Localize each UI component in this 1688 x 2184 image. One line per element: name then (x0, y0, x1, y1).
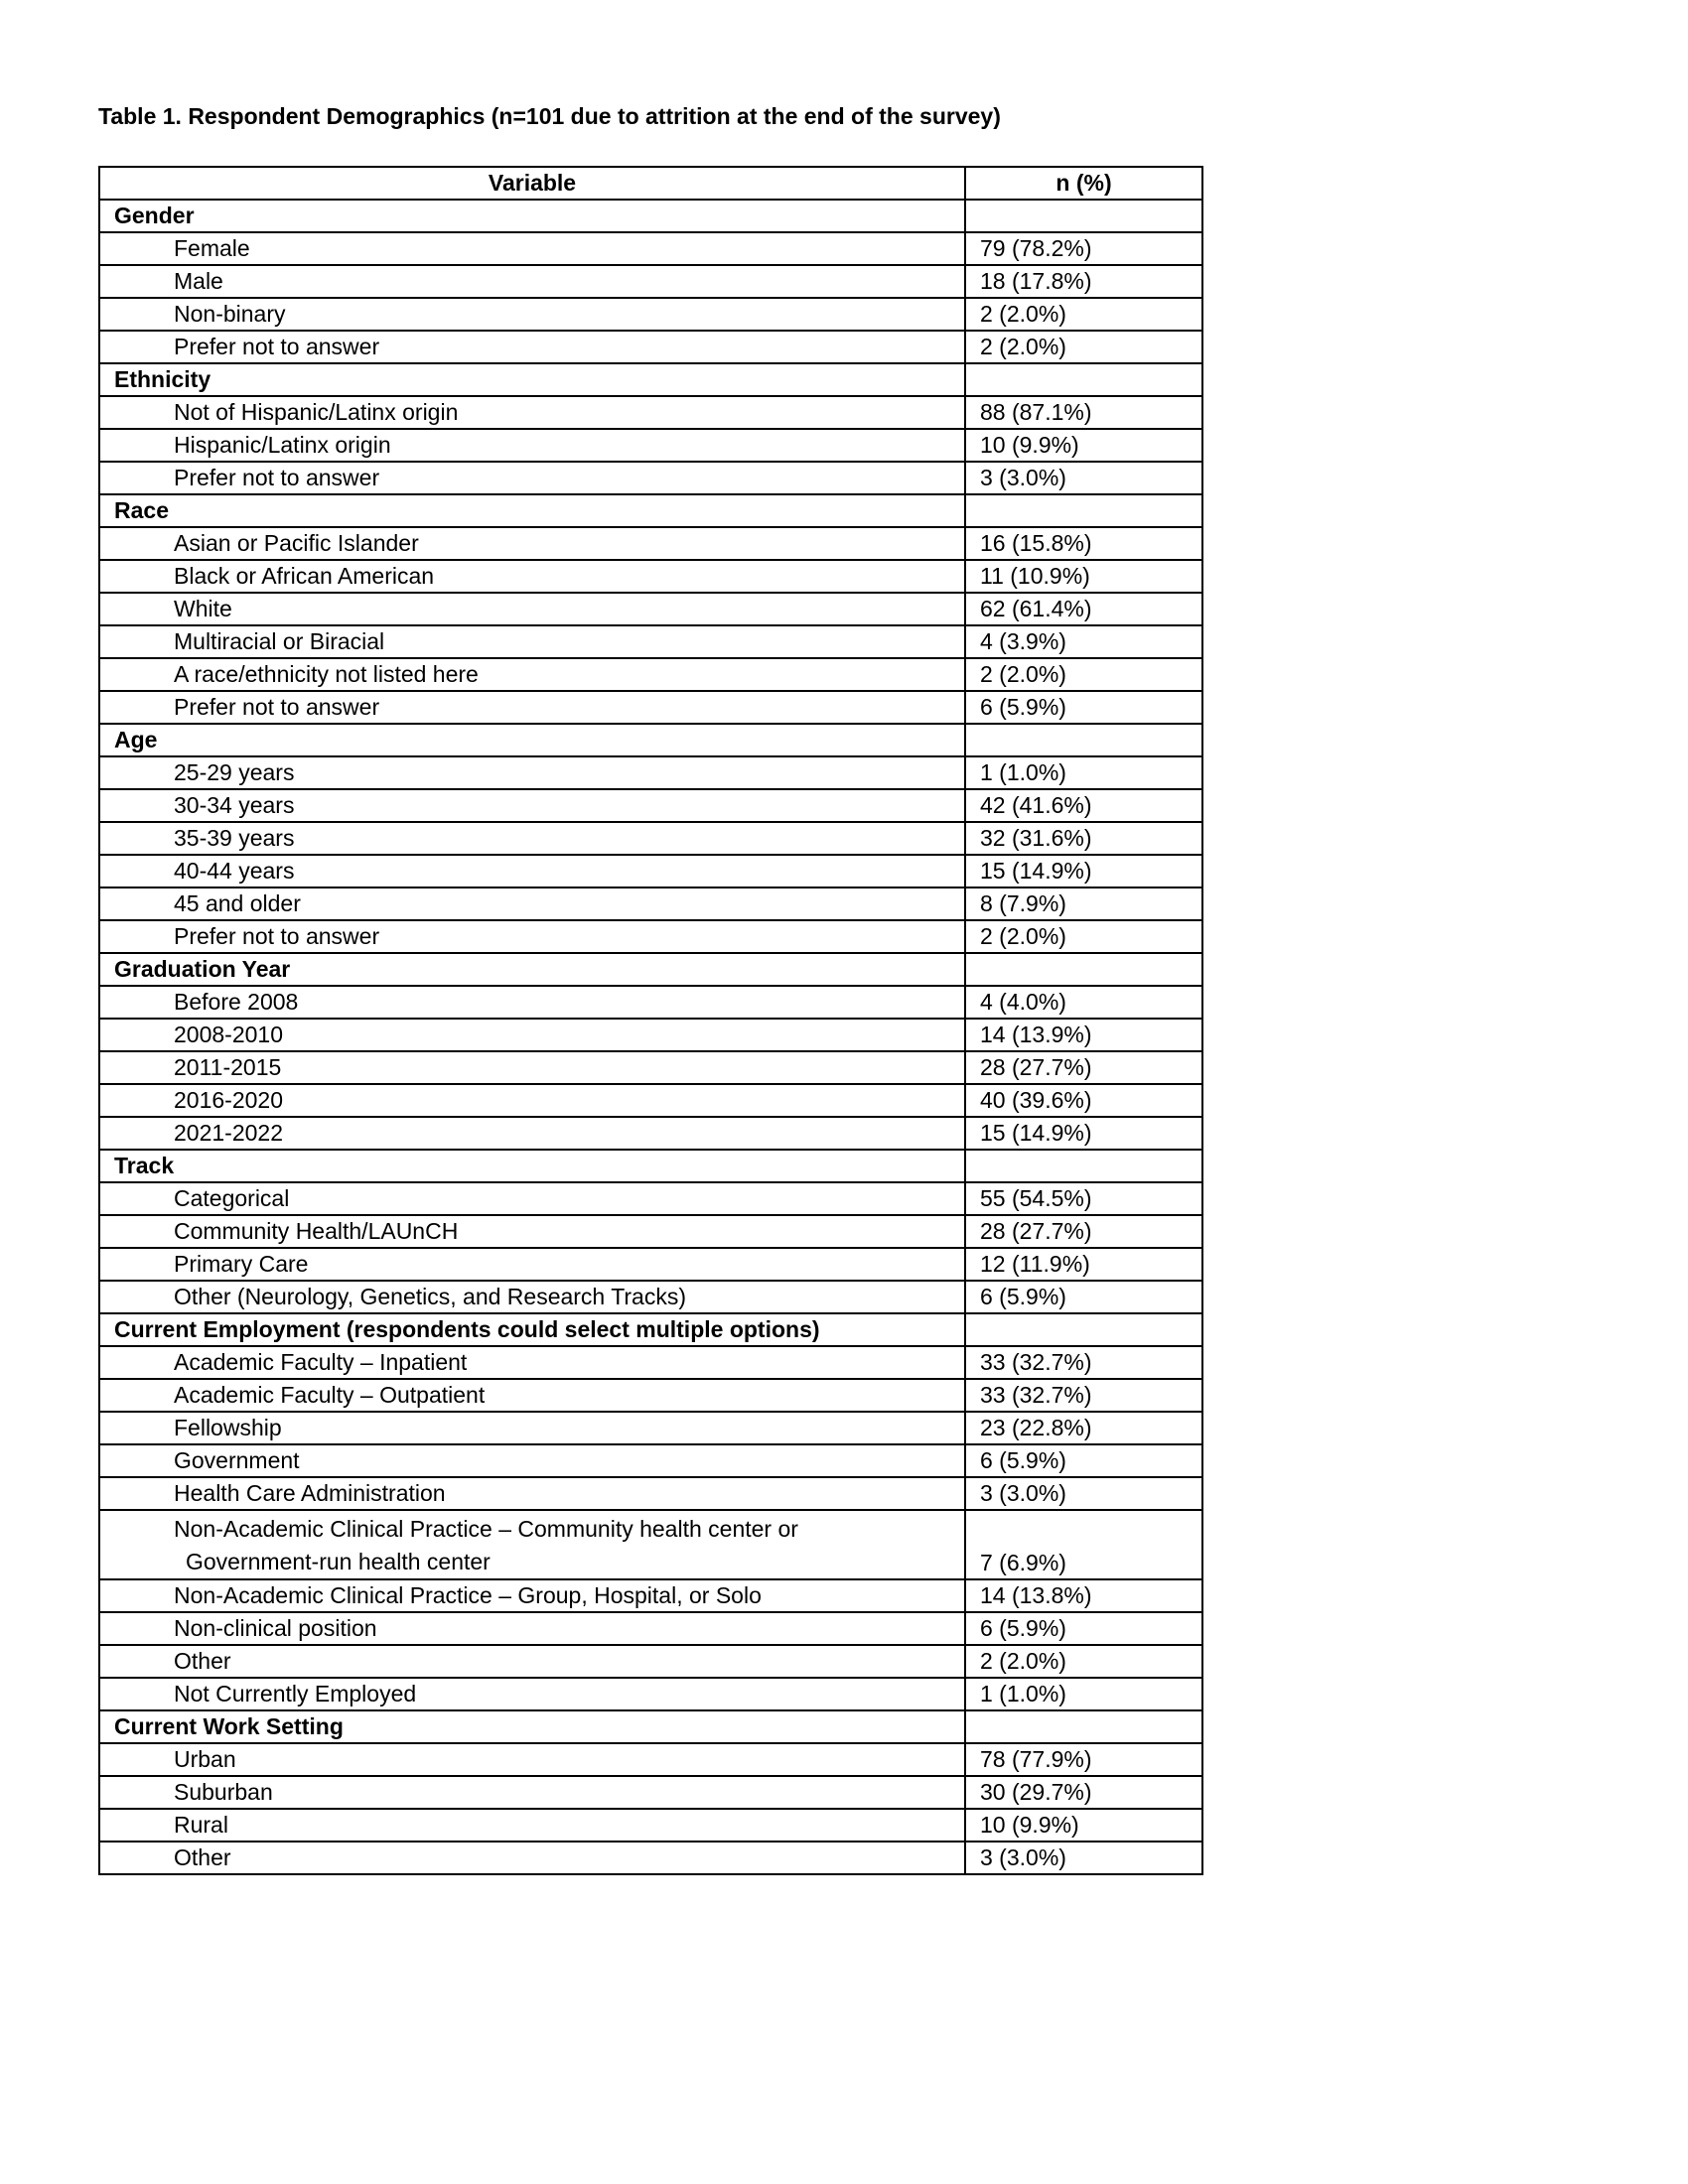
section-row (99, 494, 1202, 527)
row-label: Male (99, 265, 965, 298)
row-label: 40-44 years (99, 855, 965, 887)
row-value: 2 (2.0%) (965, 1645, 1202, 1678)
row-label: Fellowship (99, 1412, 965, 1444)
row-value: 1 (1.0%) (965, 756, 1202, 789)
row-value: 1 (1.0%) (965, 1678, 1202, 1710)
row-value: 2 (2.0%) (965, 298, 1202, 331)
row-value: 23 (22.8%) (965, 1412, 1202, 1444)
row-label-line-1: Non-Academic Clinical Practice – Community health center or (174, 1516, 798, 1542)
table-row (99, 920, 1202, 953)
row-value: 55 (54.5%) (965, 1182, 1202, 1215)
row-label-line-2: Government-run health center (186, 1549, 491, 1574)
section-value-empty (965, 1313, 1202, 1346)
table-row (99, 1412, 1202, 1444)
section-label: Gender (99, 200, 965, 232)
table-row (99, 1579, 1202, 1612)
table-row (99, 1379, 1202, 1412)
section-value-empty (965, 724, 1202, 756)
row-label: 2011-2015 (99, 1051, 965, 1084)
row-label: Prefer not to answer (99, 462, 965, 494)
row-value: 18 (17.8%) (965, 265, 1202, 298)
row-value: 6 (5.9%) (965, 691, 1202, 724)
row-label: Other (Neurology, Genetics, and Research Tracks) (99, 1281, 965, 1313)
section-row (99, 1150, 1202, 1182)
row-label: 25-29 years (99, 756, 965, 789)
row-value: 3 (3.0%) (965, 1477, 1202, 1510)
row-value: 30 (29.7%) (965, 1776, 1202, 1809)
table-row (99, 527, 1202, 560)
row-label: Health Care Administration (99, 1477, 965, 1510)
row-value: 7 (6.9%) (965, 1510, 1202, 1579)
row-value: 62 (61.4%) (965, 593, 1202, 625)
row-label: Not of Hispanic/Latinx origin (99, 396, 965, 429)
table-row (99, 331, 1202, 363)
row-value: 88 (87.1%) (965, 396, 1202, 429)
section-label: Graduation Year (99, 953, 965, 986)
row-label: Before 2008 (99, 986, 965, 1019)
table-row (99, 396, 1202, 429)
row-label: Prefer not to answer (99, 691, 965, 724)
row-value: 14 (13.8%) (965, 1579, 1202, 1612)
table-header-row (99, 167, 1202, 200)
row-label: Multiracial or Biracial (99, 625, 965, 658)
section-row (99, 953, 1202, 986)
section-value-empty (965, 1150, 1202, 1182)
row-label: Rural (99, 1809, 965, 1842)
row-label: 45 and older (99, 887, 965, 920)
table-row (99, 429, 1202, 462)
row-label: Hispanic/Latinx origin (99, 429, 965, 462)
section-row (99, 1710, 1202, 1743)
row-value: 4 (3.9%) (965, 625, 1202, 658)
row-label: Community Health/LAUnCH (99, 1215, 965, 1248)
table-body (99, 200, 1202, 1874)
table-row (99, 625, 1202, 658)
table-row (99, 1510, 1202, 1579)
table-row (99, 1215, 1202, 1248)
row-label: Non-clinical position (99, 1612, 965, 1645)
table-row (99, 1019, 1202, 1051)
row-label (99, 1510, 965, 1579)
table-title: Table 1. Respondent Demographics (n=101 due to attrition at the end of the survey) (98, 103, 1001, 129)
table-row (99, 855, 1202, 887)
row-value: 6 (5.9%) (965, 1444, 1202, 1477)
table-row (99, 1051, 1202, 1084)
row-label: Urban (99, 1743, 965, 1776)
row-value: 42 (41.6%) (965, 789, 1202, 822)
row-value: 78 (77.9%) (965, 1743, 1202, 1776)
row-value: 28 (27.7%) (965, 1215, 1202, 1248)
row-label: Government (99, 1444, 965, 1477)
row-value: 6 (5.9%) (965, 1612, 1202, 1645)
table-row (99, 1776, 1202, 1809)
row-label: Categorical (99, 1182, 965, 1215)
row-label: Academic Faculty – Outpatient (99, 1379, 965, 1412)
row-value: 2 (2.0%) (965, 331, 1202, 363)
table-row (99, 887, 1202, 920)
row-value: 4 (4.0%) (965, 986, 1202, 1019)
table-row (99, 986, 1202, 1019)
section-value-empty (965, 363, 1202, 396)
section-row (99, 1313, 1202, 1346)
table-row (99, 756, 1202, 789)
section-label: Current Employment (respondents could select multiple options) (99, 1313, 965, 1346)
row-label: 2016-2020 (99, 1084, 965, 1117)
table-row (99, 462, 1202, 494)
row-label: Suburban (99, 1776, 965, 1809)
section-label: Track (99, 1150, 965, 1182)
row-value: 28 (27.7%) (965, 1051, 1202, 1084)
row-label: Asian or Pacific Islander (99, 527, 965, 560)
table-row (99, 593, 1202, 625)
table-row (99, 232, 1202, 265)
section-value-empty (965, 200, 1202, 232)
table-row (99, 658, 1202, 691)
table-row (99, 1084, 1202, 1117)
table-row (99, 298, 1202, 331)
row-label: Prefer not to answer (99, 920, 965, 953)
row-value: 3 (3.0%) (965, 462, 1202, 494)
row-label: Primary Care (99, 1248, 965, 1281)
section-row (99, 200, 1202, 232)
row-label: A race/ethnicity not listed here (99, 658, 965, 691)
row-value: 3 (3.0%) (965, 1842, 1202, 1874)
row-label: 35-39 years (99, 822, 965, 855)
row-value: 6 (5.9%) (965, 1281, 1202, 1313)
row-label: Non-Academic Clinical Practice – Group, Hospital, or Solo (99, 1579, 965, 1612)
row-value: 32 (31.6%) (965, 822, 1202, 855)
table-row (99, 1678, 1202, 1710)
table-row (99, 1743, 1202, 1776)
row-value: 79 (78.2%) (965, 232, 1202, 265)
table-row (99, 1117, 1202, 1150)
table-row (99, 1477, 1202, 1510)
section-row (99, 363, 1202, 396)
row-value: 15 (14.9%) (965, 855, 1202, 887)
row-label: Not Currently Employed (99, 1678, 965, 1710)
demographics-table (98, 166, 1203, 1875)
row-label: Other (99, 1645, 965, 1678)
row-value: 10 (9.9%) (965, 1809, 1202, 1842)
section-value-empty (965, 494, 1202, 527)
table-row (99, 1612, 1202, 1645)
row-value: 15 (14.9%) (965, 1117, 1202, 1150)
table-row (99, 1645, 1202, 1678)
table-row (99, 789, 1202, 822)
row-label: Other (99, 1842, 965, 1874)
table-row (99, 1842, 1202, 1874)
column-header-n-percent: n (%) (965, 167, 1202, 200)
table-row (99, 1182, 1202, 1215)
column-header-variable: Variable (99, 167, 965, 200)
table-row (99, 691, 1202, 724)
table-row (99, 265, 1202, 298)
row-label: Prefer not to answer (99, 331, 965, 363)
row-label: Black or African American (99, 560, 965, 593)
section-label: Current Work Setting (99, 1710, 965, 1743)
row-value: 33 (32.7%) (965, 1346, 1202, 1379)
row-label: 2008-2010 (99, 1019, 965, 1051)
section-label: Age (99, 724, 965, 756)
row-value: 10 (9.9%) (965, 429, 1202, 462)
row-value: 33 (32.7%) (965, 1379, 1202, 1412)
row-label: Non-binary (99, 298, 965, 331)
row-value: 8 (7.9%) (965, 887, 1202, 920)
section-label: Ethnicity (99, 363, 965, 396)
table-row (99, 560, 1202, 593)
table-row (99, 1281, 1202, 1313)
row-value: 11 (10.9%) (965, 560, 1202, 593)
section-value-empty (965, 953, 1202, 986)
section-value-empty (965, 1710, 1202, 1743)
table-row (99, 1809, 1202, 1842)
table-row (99, 1346, 1202, 1379)
row-value: 14 (13.9%) (965, 1019, 1202, 1051)
row-value: 2 (2.0%) (965, 658, 1202, 691)
row-value: 2 (2.0%) (965, 920, 1202, 953)
section-row (99, 724, 1202, 756)
section-label: Race (99, 494, 965, 527)
row-label: Female (99, 232, 965, 265)
row-label: 2021-2022 (99, 1117, 965, 1150)
table-row (99, 1248, 1202, 1281)
row-label: White (99, 593, 965, 625)
table-row (99, 822, 1202, 855)
table-row (99, 1444, 1202, 1477)
row-value: 40 (39.6%) (965, 1084, 1202, 1117)
row-value: 16 (15.8%) (965, 527, 1202, 560)
row-value: 12 (11.9%) (965, 1248, 1202, 1281)
row-label: 30-34 years (99, 789, 965, 822)
row-label: Academic Faculty – Inpatient (99, 1346, 965, 1379)
